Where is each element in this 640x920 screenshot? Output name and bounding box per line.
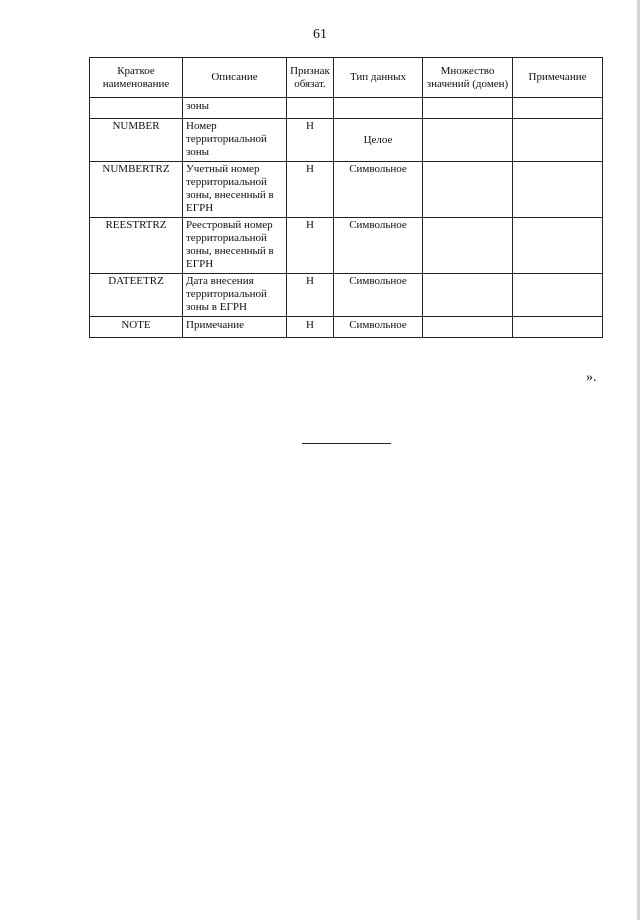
cell-required: Н [287,274,334,317]
header-domain: Множество значений (домен) [423,58,513,98]
cell-data-type: Символьное [334,162,423,218]
cell-data-type: Символьное [334,317,423,338]
cell-short-name: NUMBER [90,119,183,162]
closing-quote: ». [586,370,597,385]
cell-required: Н [287,119,334,162]
cell-short-name: REESTRTRZ [90,218,183,274]
cell-note [513,98,603,119]
table-row [90,274,603,317]
cell-note [513,274,603,317]
cell-description: Учетный номер территориальной зоны, внесенный в ЕГРН [183,162,287,218]
cell-required [287,98,334,119]
header-short-name: Краткое наименование [90,58,183,98]
cell-note [513,218,603,274]
cell-description: Дата внесения территориальной зоны в ЕГРН [183,274,287,317]
header-description: Описание [183,58,287,98]
header-required: Признак обязат. [287,58,334,98]
cell-note [513,162,603,218]
cell-data-type: Целое [334,119,423,162]
cell-required: Н [287,162,334,218]
table-row [90,119,603,162]
cell-domain [423,119,513,162]
cell-required: Н [287,317,334,338]
cell-short-name: NOTE [90,317,183,338]
cell-description: Реестровый номер территориальной зоны, внесенный в ЕГРН [183,218,287,274]
attribute-table [89,57,603,338]
header-data-type: Тип данных [334,58,423,98]
cell-short-name: DATEETRZ [90,274,183,317]
cell-description: Примечание [183,317,287,338]
cell-description: зоны [183,98,287,119]
table-row [90,218,603,274]
cell-note [513,119,603,162]
table-row [90,162,603,218]
cell-domain [423,218,513,274]
cell-data-type [334,98,423,119]
cell-short-name [90,98,183,119]
table-row [90,317,603,338]
cell-data-type: Символьное [334,274,423,317]
cell-short-name: NUMBERTRZ [90,162,183,218]
cell-data-type: Символьное [334,218,423,274]
separator-line [302,443,391,444]
table-header-row [90,58,603,98]
cell-domain [423,162,513,218]
header-note: Примечание [513,58,603,98]
cell-description: Номер территориальной зоны [183,119,287,162]
cell-note [513,317,603,338]
cell-domain [423,274,513,317]
cell-required: Н [287,218,334,274]
cell-domain [423,317,513,338]
cell-domain [423,98,513,119]
table-row [90,98,603,119]
page-number: 61 [313,27,327,42]
